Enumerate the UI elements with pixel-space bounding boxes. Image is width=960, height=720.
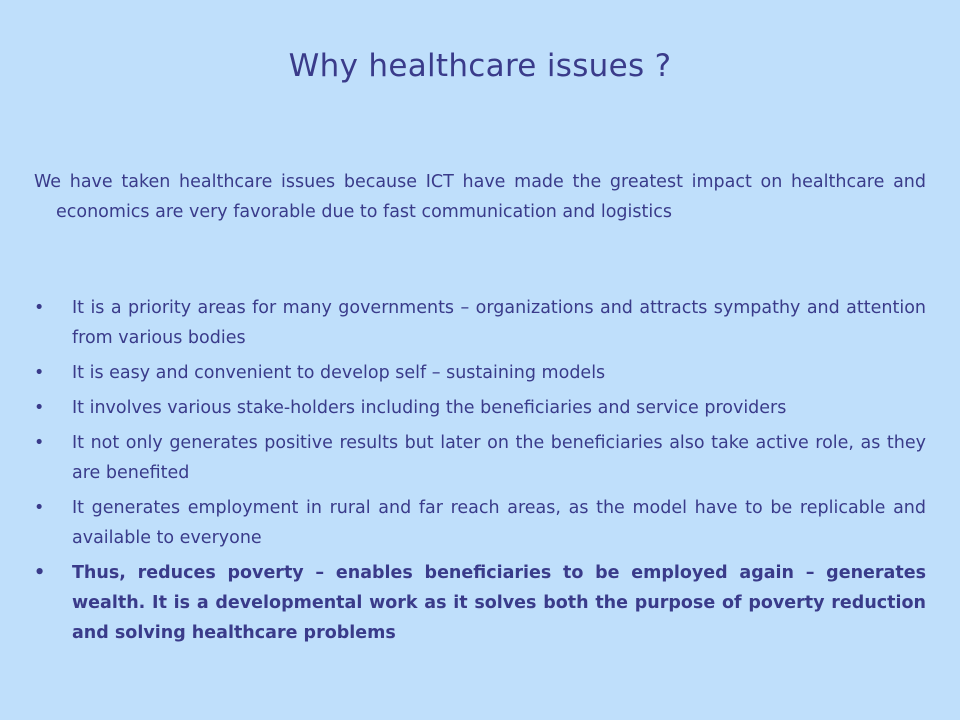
bullet-item [34,493,926,553]
bullet-icon: • [34,433,45,453]
bullet-text: It involves various stake-holders including the beneficiaries and service providers [72,398,787,418]
bullet-text: It is a priority areas for many governments – organizations and attracts sympathy and attention from various bodies [72,298,926,348]
intro-paragraph: We have taken healthcare issues because ICT have made the greatest impact on healthcare and economics are very favorable due to fast communication and logistics [34,172,926,222]
bullet-text: It is easy and convenient to develop self – sustaining models [72,363,606,383]
bullet-text: It generates employment in rural and far reach areas, as the model have to be replicable and available to everyone [72,498,926,548]
bullet-icon: • [34,563,46,583]
bullet-item [34,358,926,388]
bullet-icon: • [34,498,45,518]
bullet-item [34,393,926,423]
bullet-item-conclusion [34,558,926,648]
bullet-item [34,293,926,353]
bullet-text: Thus, reduces poverty – enables beneficiaries to be employed again – generates wealth. It is a developmental work as it solves both the purpose of poverty reduction and solving healthcare problems [72,563,926,643]
slide-title: Why healthcare issues ? [288,48,672,84]
bullet-icon: • [34,398,45,418]
bullet-item [34,428,926,488]
bullet-icon: • [34,363,45,383]
bullet-list [34,293,926,653]
bullet-icon: • [34,298,45,318]
bullet-text: It not only generates positive results but later on the beneficiaries also take active role, as they are benefited [72,433,926,483]
